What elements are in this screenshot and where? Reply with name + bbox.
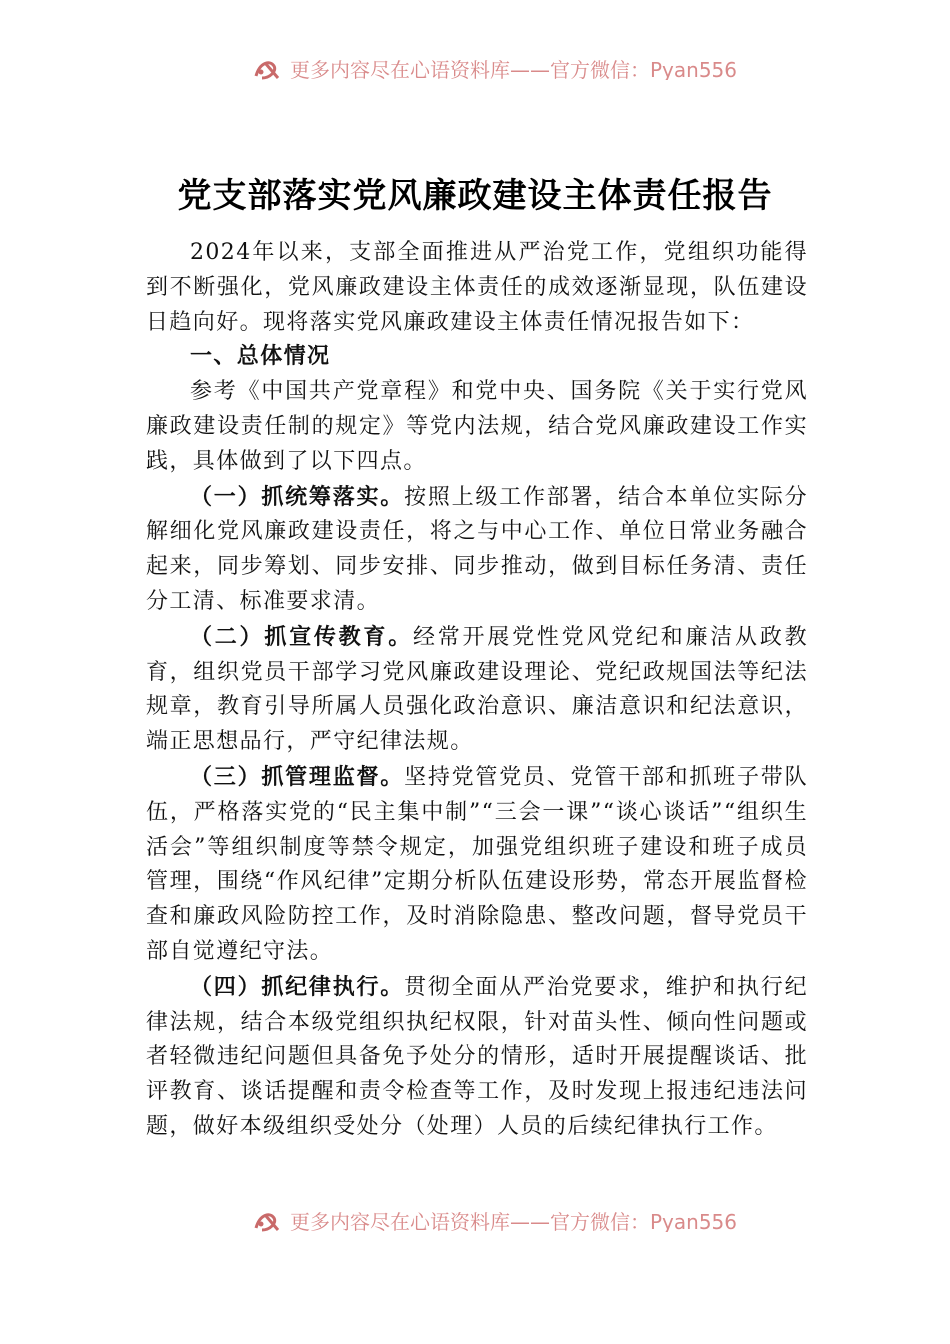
item-paragraph-4 [146,970,808,1145]
item-paragraph-2 [146,620,808,760]
intro-paragraph: 2024年以来，支部全面推进从严治党工作，党组织功能得到不断强化，党风廉政建设主体责任的成效逐渐显现，队伍建设日趋向好。现将落实党风廉政建设主体责任情况报告如下： [146,240,808,335]
item-body-3: 坚持党管党员、党管干部和抓班子带队伍，严格落实党的“民主集中制”“三会一课”“谈心谈话”“组织生活会”等组织制度等禁令规定，加强党组织班子建设和班子成员管理，围绕“作风纪律”定期分析队伍建设形势，常态开展监督检查和廉政风险防控工作，及时消除隐患、整改问题，督导党员干部自觉遵纪守法。 [146,764,808,964]
section-lead-paragraph: 参考《中国共产党章程》和党中央、国务院《关于实行党风廉政建设责任制的规定》等党内法规，结合党风廉政建设工作实践，具体做到了以下四点。 [146,379,808,474]
logo-icon [252,58,282,80]
item-body-1: 按照上级工作部署，结合本单位实际分解细化党风廉政建设责任，将之与中心工作、单位日常业务融合起来，同步筹划、同步安排、同步推动，做到目标任务清、责任分工清、标准要求清。 [146,484,808,614]
document-body [146,236,808,1145]
watermark-content [252,58,737,80]
item-title-2: （二）抓宣传教育。 [190,623,413,650]
watermark-text-bottom: 更多内容尽在心语资料库——官方微信：Pyan556 [290,1210,738,1232]
watermark-content-bottom [252,1210,737,1232]
logo-icon [252,1210,282,1232]
page-title: 党支部落实党风廉政建设主体责任报告 [177,176,773,216]
watermark-footer [0,1204,950,1232]
section-heading: 一、总体情况 [190,344,331,370]
item-title-1: （一）抓统筹落实。 [190,483,405,510]
watermark-header [0,52,950,80]
item-body-2: 经常开展党性党风党纪和廉洁从政教育，组织党员干部学习党风廉政建设理论、党纪政规国法等纪法规章，教育引导所属人员强化政治意识、廉洁意识和纪法意识，端正思想品行，严守纪律法规。 [146,624,809,755]
item-paragraph-1 [146,480,808,620]
item-paragraph-3 [146,760,808,970]
item-title-4: （四）抓纪律执行。 [190,973,405,1000]
item-body-4: 贯彻全面从严治党要求，维护和执行纪律法规，结合本级党组织执纪权限，针对苗头性、倾向性问题或者轻微违纪问题但具备免予处分的情形，适时开展提醒谈话、批评教育、谈话提醒和责令检查等工作，及时发现上报违纪违法问题，做好本级组织受处分（处理）人员的后续纪律执行工作。 [146,974,808,1139]
item-title-3: （三）抓管理监督。 [190,763,405,790]
watermark-text: 更多内容尽在心语资料库——官方微信：Pyan556 [290,58,738,80]
